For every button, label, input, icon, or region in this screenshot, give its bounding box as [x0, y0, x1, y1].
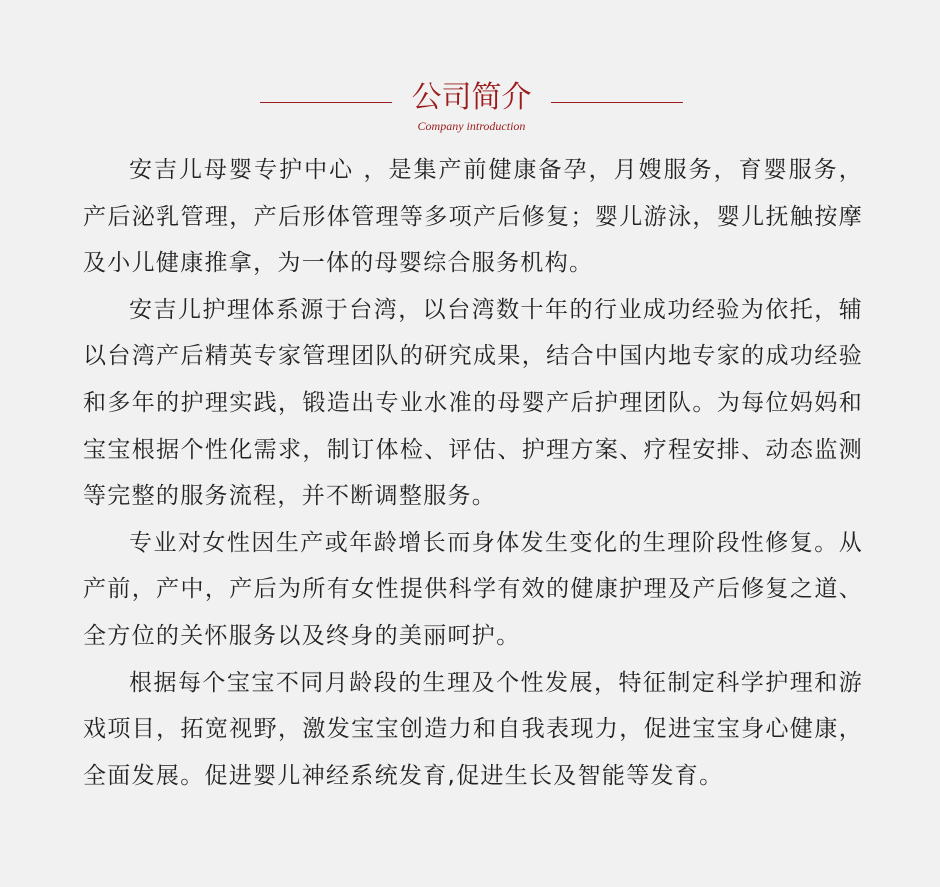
- intro-content: [83, 147, 863, 799]
- intro-paragraph-4: 根据每个宝宝不同月龄段的生理及个性发展，特征制定科学护理和游戏项目，拓宽视野，激发宝宝创造力和自我表现力，促进宝宝身心健康，全面发展。促进婴儿神经系统发育,促进生长及智能等发育。: [83, 669, 863, 789]
- heading-divider-right: [551, 102, 683, 103]
- section-heading: [0, 78, 940, 138]
- intro-paragraph-2: 安吉儿护理体系源于台湾，以台湾数十年的行业成功经验为依托，辅以台湾产后精英专家管理团队的研究成果，结合中国内地专家的成功经验和多年的护理实践，锻造出专业水准的母婴产后护理团队。为每位妈妈和宝宝根据个性化需求，制订体检、评估、护理方案、疗程安排、动态监测等完整的服务流程，并不断调整服务。: [83, 296, 863, 510]
- intro-paragraph-1: 安吉儿母婴专护中心 ，是集产前健康备孕，月嫂服务，育婴服务，产后泌乳管理，产后形体管理等多项产后修复；婴儿游泳，婴儿抚触按摩及小儿健康推拿，为一体的母婴综合服务机构。: [83, 157, 863, 277]
- page-subtitle: Company introduction: [417, 119, 526, 133]
- heading-divider-left: [260, 102, 392, 103]
- intro-paragraph-3: 专业对女性因生产或年龄增长而身体发生变化的生理阶段性修复。从产前，产中，产后为所有女性提供科学有效的健康护理及产后修复之道、全方位的关怀服务以及终身的美丽呵护。: [83, 529, 863, 649]
- page-title: 公司简介: [411, 80, 532, 115]
